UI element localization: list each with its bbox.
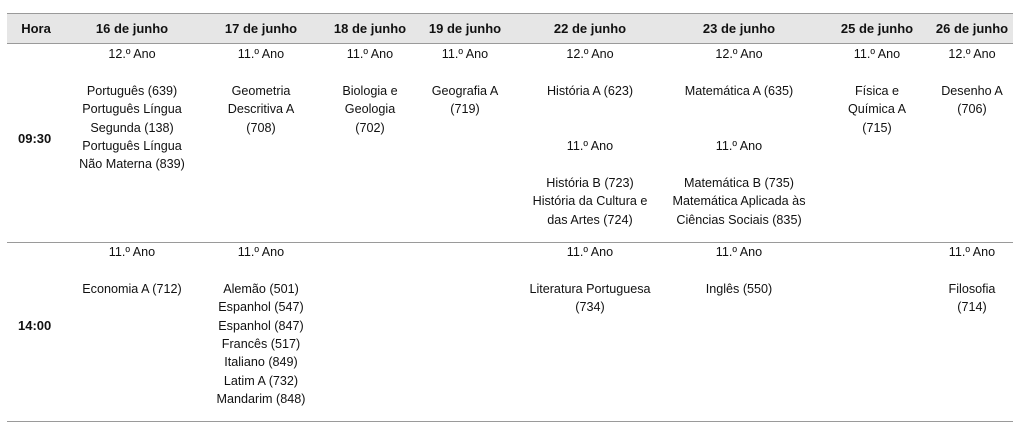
subject-list: Português (639) Português Língua Segunda (138) Português Língua Não Materna (839) xyxy=(79,83,185,172)
year-label: 11.º Ano xyxy=(237,245,285,259)
year-label: 11.º Ano xyxy=(566,245,614,259)
time-label: 14:00 xyxy=(18,318,52,333)
subject-list: Geografia A (719) xyxy=(431,83,499,117)
exam-cell xyxy=(69,243,195,298)
subject-list: Biologia e Geologia (702) xyxy=(342,83,398,135)
year-label: 12.º Ano xyxy=(566,47,614,61)
time-label: 09:30 xyxy=(18,131,52,146)
day-header: 23 de junho xyxy=(702,21,776,36)
day-header: 17 de junho xyxy=(224,21,298,36)
subject-list: Literatura Portuguesa (734) xyxy=(529,281,651,315)
table-header xyxy=(7,13,1013,44)
year-label: 11.º Ano xyxy=(237,47,285,61)
subject-list: Desenho A (706) xyxy=(941,83,1003,117)
year-label: 11.º Ano xyxy=(853,47,901,61)
day-header: 16 de junho xyxy=(95,21,169,36)
day-header: 22 de junho xyxy=(553,21,627,36)
exam-cell xyxy=(515,243,665,317)
subject-list: Física e Química A (715) xyxy=(847,83,907,135)
day-header: 25 de junho xyxy=(840,21,914,36)
exam-cell xyxy=(325,45,415,137)
year-label: 11.º Ano xyxy=(566,138,614,153)
subject-list: História A (623) xyxy=(546,83,634,98)
row-divider xyxy=(7,421,1013,422)
exam-schedule-table xyxy=(7,13,1013,423)
subject-list: Matemática A (635) xyxy=(684,83,794,98)
exam-cell xyxy=(667,45,811,229)
year-label: 11.º Ano xyxy=(715,138,763,153)
exam-cell xyxy=(69,45,195,174)
exam-cell xyxy=(199,45,323,137)
exam-cell xyxy=(417,45,513,119)
year-label: 11.º Ano xyxy=(441,47,489,61)
exam-cell xyxy=(827,45,927,137)
exam-cell xyxy=(667,243,811,298)
subject-list: Inglês (550) xyxy=(705,281,773,296)
exam-cell xyxy=(931,243,1013,317)
year-label: 11.º Ano xyxy=(715,245,763,259)
year-label: 12.º Ano xyxy=(715,47,763,61)
year-label: 11.º Ano xyxy=(108,245,156,259)
subject-list: Matemática B (735) Matemática Aplicada às Ciências Sociais (835) xyxy=(672,175,806,227)
subject-list: Geometria Descritiva A (708) xyxy=(227,83,295,135)
exam-cell xyxy=(515,45,665,229)
subject-list: Economia A (712) xyxy=(82,281,182,296)
day-header: 19 de junho xyxy=(428,21,502,36)
hora-header: Hora xyxy=(21,21,51,36)
year-label: 11.º Ano xyxy=(948,245,996,259)
exam-cell xyxy=(931,45,1013,119)
day-header: 26 de junho xyxy=(935,21,1009,36)
year-label: 11.º Ano xyxy=(346,47,394,61)
subject-list: Alemão (501) Espanhol (547) Espanhol (847) Francês (517) Italiano (849) Latim A (732) Mandarim (848) xyxy=(216,281,306,407)
day-header: 18 de junho xyxy=(333,21,407,36)
exam-cell xyxy=(199,243,323,409)
subject-list: Filosofia (714) xyxy=(948,281,996,315)
subject-list: História B (723) História da Cultura e das Artes (724) xyxy=(532,175,648,227)
year-label: 12.º Ano xyxy=(948,47,996,61)
year-label: 12.º Ano xyxy=(108,47,156,61)
